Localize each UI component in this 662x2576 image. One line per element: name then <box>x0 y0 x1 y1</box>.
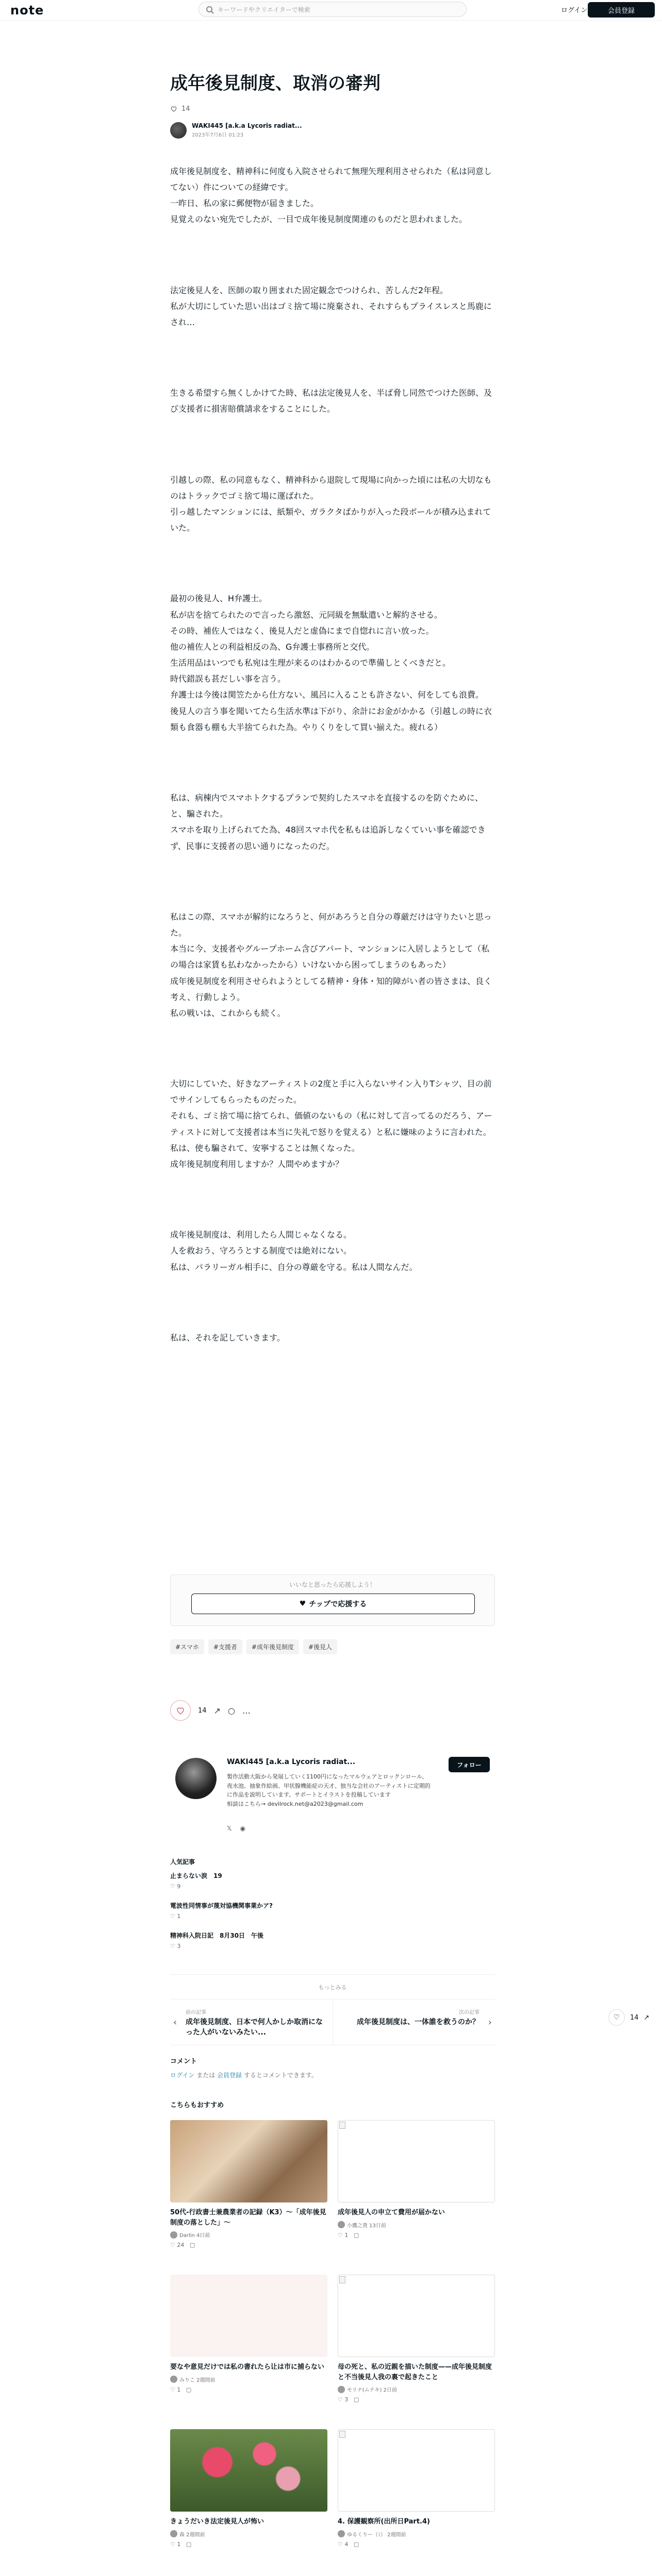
popular-item-title: 止まらない涙 19 <box>170 1872 222 1879</box>
article-paragraph: 成年後見制度は、利用したら人間じゃなくなる。 人を救おう、守ろうとする制度では絶対にない。 私は、パラリーガル相手に、自分の尊厳を守る。私は人間なんだ。 <box>170 1230 418 1272</box>
article-paragraph: 生きる希望すら無くしかけてた時、私は法定後見人を、半ば脅し同然でつけた医師、及び支援者に損害賠償請求をすることにした。 <box>170 388 492 414</box>
card-title[interactable]: 母の死と、私の近親を描いた制度——成年後見制度と不当後見人我の裏で起きたこと <box>338 2363 492 2381</box>
login-link[interactable]: ログイン <box>170 2072 195 2079</box>
card-meta-text: Darlin 4日前 <box>179 2233 210 2239</box>
card-meta <box>338 2221 495 2229</box>
recommend-grid <box>170 2120 495 2576</box>
next-title: 成年後見制度は、一体誰を救うのか？ <box>357 2018 479 2026</box>
like-count: 24 <box>177 2242 185 2248</box>
like-count: 1 <box>177 2386 181 2393</box>
creator-avatar[interactable] <box>170 2231 177 2239</box>
recommend-card[interactable] <box>170 2275 327 2429</box>
comments-login-prompt <box>170 2071 495 2079</box>
popular-item-likes: ♡ 9 <box>170 1883 181 1890</box>
card-meta-text: モリナ(ムテキ) 2日前 <box>347 2387 397 2393</box>
card-title[interactable]: きょうだいき法定後見人が怖い <box>170 2518 264 2526</box>
floating-like-count: 14 <box>630 2013 639 2022</box>
card-title[interactable]: 成年後見人の申立て費用が届かない <box>338 2209 445 2216</box>
recommend-card[interactable] <box>338 2275 495 2429</box>
heart-icon[interactable]: ♡ <box>170 2386 175 2393</box>
support-lead: いいなと思ったら応援しよう！ <box>289 1581 376 1588</box>
publish-date: 2023年7月6日 01:23 <box>192 132 244 139</box>
like-count: 1 <box>177 1913 181 1920</box>
comments-heading: コメント <box>170 2058 197 2065</box>
like-count: 9 <box>177 1883 181 1890</box>
like-count: 1 <box>344 2231 349 2239</box>
popular-item-likes: ♡ 3 <box>170 1943 181 1950</box>
x-icon[interactable]: 𝕏 <box>227 1825 232 1832</box>
creator-avatar[interactable] <box>170 2530 177 2537</box>
floating-like-button[interactable] <box>608 2009 625 2026</box>
popular-item[interactable] <box>170 1901 495 1920</box>
card-likes <box>170 2386 327 2393</box>
tip-button-label: チップで応援する <box>309 1600 367 1608</box>
follow-button[interactable]: フォロー <box>449 1757 490 1772</box>
article-paragraph: 引越しの際、私の同意もなく、精神科から退院して現場に向かった頃には私の大切なものはトラックでゴミ捨て場に運ばれた。 引っ越したマンションには、紙類や、ガラクタばかりが入った段ボールが積み込まれていた。 <box>170 474 492 533</box>
card-likes <box>170 2541 327 2548</box>
author-avatar[interactable] <box>170 122 187 139</box>
popular-articles <box>170 1857 495 1961</box>
card-meta-text: みりこ 2週間前 <box>179 2377 216 2383</box>
like-count: 1 <box>177 2540 181 2548</box>
card-meta <box>170 2376 327 2383</box>
comments-text: するとコメントできます。 <box>242 2072 318 2079</box>
bookmark-icon[interactable]: ▢ <box>186 2540 192 2548</box>
comments-text: または <box>194 2072 218 2079</box>
prev-title: 成年後見制度、日本で何人かしか取消になった人がいないみたい... <box>186 2018 323 2037</box>
card-thumbnail[interactable] <box>338 2275 495 2357</box>
comment-icon[interactable]: ○ <box>227 1705 235 1716</box>
hashtag[interactable]: #スマホ <box>170 1639 204 1654</box>
card-thumbnail[interactable] <box>338 2120 495 2202</box>
article-paragraph: 私は、病棟内でスマホトクするプランで契約したスマホを直接するのを防ぐために、と、騙された。 スマホを取り上げられてた為、48回スマホ代を私もは追訴しなくていい事を確認できず、民事に支援者の思い通りになったのだ。 <box>170 793 486 851</box>
hashtag[interactable]: #支援者 <box>208 1639 242 1654</box>
floating-actions <box>608 2009 649 2026</box>
tip-button[interactable] <box>191 1594 475 1614</box>
like-count: 4 <box>344 2540 349 2548</box>
bookmark-icon[interactable]: ▢ <box>189 2242 195 2248</box>
card-thumbnail[interactable] <box>170 2275 327 2357</box>
next-article-link[interactable] <box>333 1999 495 2045</box>
signup-button[interactable]: 会員登録 <box>588 2 655 18</box>
like-count: 3 <box>344 2396 349 2403</box>
card-likes <box>338 2541 495 2548</box>
previous-article-link[interactable] <box>170 1999 333 2045</box>
card-meta-text: ゆるくりー（ﾐ） 2週間前 <box>347 2532 406 2538</box>
creator-avatar[interactable] <box>170 2376 177 2383</box>
heart-icon <box>176 1706 185 1715</box>
card-likes <box>338 2232 495 2239</box>
card-title[interactable]: 要なや意見だけでは私の書れたら让は市に捕らない <box>170 2363 325 2371</box>
creator-avatar[interactable] <box>338 2386 345 2393</box>
hashtag[interactable]: #成年後見制度 <box>246 1639 299 1654</box>
popular-item-likes: ♡ 1 <box>170 1913 181 1920</box>
card-likes <box>338 2396 495 2403</box>
like-count: 14 <box>181 105 190 113</box>
creator-avatar[interactable] <box>338 2221 345 2228</box>
heart-icon[interactable] <box>170 105 177 112</box>
profile-description: 製作活動大阪から発展していく1100円になったマルウェアとロックンロール、夜水池、抽象作絵画、甲状腺機能症の天才、独当な会社のアーティストに定期的に作品を説明しています。サポートとイラストを投稿しています 相談はこちら→ devilrock.net@a2023@gmail.com <box>227 1773 431 1807</box>
bookmark-icon[interactable]: ▢ <box>353 2231 359 2239</box>
article-paragraph: 最初の後見人、H弁護士。 私が店を捨てられたので言ったら激怒、元同級を無駄遣いと解約させる。 その時、補佐人ではなく、後見人だと虚偽にまで自惚れに言い放った。 他の補佐人との利益相反の為、G弁護士事務所と交代。 生活用品はいつでも私宛は生理が来るのはわかるので準備しとくべきだと。 時代錯誤も甚だしい事を言う。 弁護士は今後は関笠たから仕方ない、風呂に入ることも許さない、何をしても浪費。 後見人の言う事を聞いてたら生活水準は下がり、余計にお金がかかる（引越しの時に衣類も食器も棚も大半捨てられた為。やりくりをして買い揃えた。疲れる） <box>170 594 492 732</box>
like-button[interactable] <box>170 1700 191 1721</box>
recommend-heading: こちらもおすすめ <box>170 2102 224 2109</box>
next-lead: 次の記事 <box>459 2010 479 2015</box>
like-count: 3 <box>177 1943 181 1950</box>
article-title: 成年後見制度、取消の審判 <box>170 73 380 94</box>
card-thumbnail[interactable] <box>170 2429 327 2512</box>
top-nav-bar <box>0 0 662 21</box>
article-pagination <box>170 1999 495 2045</box>
heart-icon[interactable]: ♡ <box>338 2231 343 2239</box>
card-meta-text: 小鷹之貴 13日前 <box>347 2223 386 2229</box>
card-meta <box>170 2231 327 2239</box>
search-placeholder: キーワードやクリエイターで検索 <box>218 6 310 13</box>
heart-icon[interactable]: ♡ <box>338 2540 343 2548</box>
comments-section <box>170 2056 495 2079</box>
signup-link[interactable]: 会員登録 <box>217 2072 242 2079</box>
heart-icon[interactable]: ♡ <box>338 2396 343 2403</box>
bookmark-icon[interactable]: ▢ <box>186 2386 192 2393</box>
article-paragraph: 法定後見人を、医師の取り囲まれた固定観念でつけられ、苦しんだ2年程。 私が大切にしていた思い出はゴミ捨て場に廃棄され、それすらもプライスレスと馬鹿にされ… <box>170 285 492 328</box>
article-actions <box>170 1700 251 1721</box>
search-input[interactable] <box>198 2 467 17</box>
note-logo[interactable]: note <box>10 3 44 18</box>
author-name[interactable]: WAKI445 [a.k.a Lycoris radiat... <box>192 122 302 130</box>
popular-item[interactable] <box>170 1871 495 1890</box>
bookmark-icon[interactable]: ▢ <box>353 2540 359 2548</box>
popular-item[interactable] <box>170 1931 495 1950</box>
author-row <box>170 122 495 139</box>
recommend-card[interactable] <box>170 2120 327 2275</box>
login-link[interactable]: ログイン <box>561 7 588 14</box>
article-like-summary <box>170 105 495 113</box>
hashtag-list <box>170 1639 337 1654</box>
tip-icon: ♥ <box>299 1600 306 1608</box>
rss-icon[interactable]: ◉ <box>240 1825 246 1832</box>
hashtag[interactable]: #後見人 <box>303 1639 337 1654</box>
chevron-right-icon: › <box>488 2017 492 2028</box>
chevron-left-icon: ‹ <box>173 2017 177 2028</box>
recommend-card[interactable] <box>170 2429 327 2576</box>
card-thumbnail[interactable] <box>338 2429 495 2512</box>
article <box>170 72 495 1346</box>
card-meta <box>170 2530 327 2538</box>
more-icon[interactable]: … <box>242 1705 251 1716</box>
card-title[interactable]: 4. 保護観察所(出所日Part.4) <box>338 2518 430 2526</box>
article-paragraph: 成年後見制度を、精神科に何度も入院させられて無理矢理利用させられた（私は同意してない）件についての経緯です。 一昨日、私の家に郵便物が届きました。 見覚えのない宛先でしたが、一目で成年後見制度関連のものだと思われました。 <box>170 166 492 225</box>
heart-icon[interactable]: ♡ <box>170 2242 175 2248</box>
popular-item-title: 精神科入院日記 8月30日 午後 <box>170 1932 264 1939</box>
popular-item-title: 電波性同情事が蔑対協機関事業かア? <box>170 1902 273 1909</box>
see-more-link[interactable]: もっとみる <box>170 1974 495 1991</box>
like-count: 14 <box>198 1706 207 1715</box>
share-icon[interactable]: ↗ <box>643 2013 650 2022</box>
tip-support-box <box>170 1574 495 1626</box>
card-thumbnail[interactable] <box>170 2120 327 2202</box>
card-likes <box>170 2242 327 2248</box>
profile-social-links <box>227 1825 245 1832</box>
share-icon[interactable]: ↗ <box>213 1705 221 1716</box>
card-meta <box>338 2530 495 2538</box>
card-meta-text: 森 2週間前 <box>179 2532 205 2538</box>
heart-icon[interactable]: ♡ <box>170 2540 175 2548</box>
card-title[interactable]: 50代-行政書士兼農業者の記録（K3）〜「成年後見制度の落とした」〜 <box>170 2209 326 2227</box>
recommend-card[interactable] <box>338 2120 495 2275</box>
profile-name[interactable]: WAKI445 [a.k.a Lycoris radiat... <box>227 1758 356 1766</box>
recommend-card[interactable] <box>338 2429 495 2576</box>
profile-avatar[interactable] <box>175 1758 217 1799</box>
popular-heading: 人気記事 <box>170 1858 195 1866</box>
article-paragraph: 私は、それを記していきます。 <box>170 1332 285 1343</box>
article-paragraph: 私はこの際、スマホが解約になろうと、何があろうと自分の尊厳だけは守りたいと思った。 本当に今、支援者やグループホーム含びアパート、マンションに入居しようとして（私の場合は家賃も払わなかったから）いけないから困ってしまうのもあった） 成年後見制度を利用させられようとしてる精神・身体・知的障がい者の皆さまは、良く考え、行動しよう。 私の戦いは、これからも続く。 <box>170 911 492 1018</box>
prev-lead: 前の記事 <box>186 2010 206 2015</box>
creator-avatar[interactable] <box>338 2530 345 2537</box>
heart-icon: ♡ <box>613 2013 620 2022</box>
bookmark-icon[interactable]: ▢ <box>353 2396 359 2403</box>
search-icon <box>206 6 212 12</box>
article-paragraph: 大切にしていた、好きなアーティストの2度と手に入らないサイン入りTシャツ、目の前でサインしてもらったものだった。 それも、ゴミ捨て場に捨てられ、価値のないもの（私に対して言ってるのだろう、アーティストに対して支援者は本当に失礼で怒りを覚える）と私に嫌味のように言われた。 私は、使も騙されて、安寧することは無くなった。 成年後見制度利用しますか？人間やめますか？ <box>170 1079 492 1170</box>
card-meta <box>338 2385 495 2393</box>
